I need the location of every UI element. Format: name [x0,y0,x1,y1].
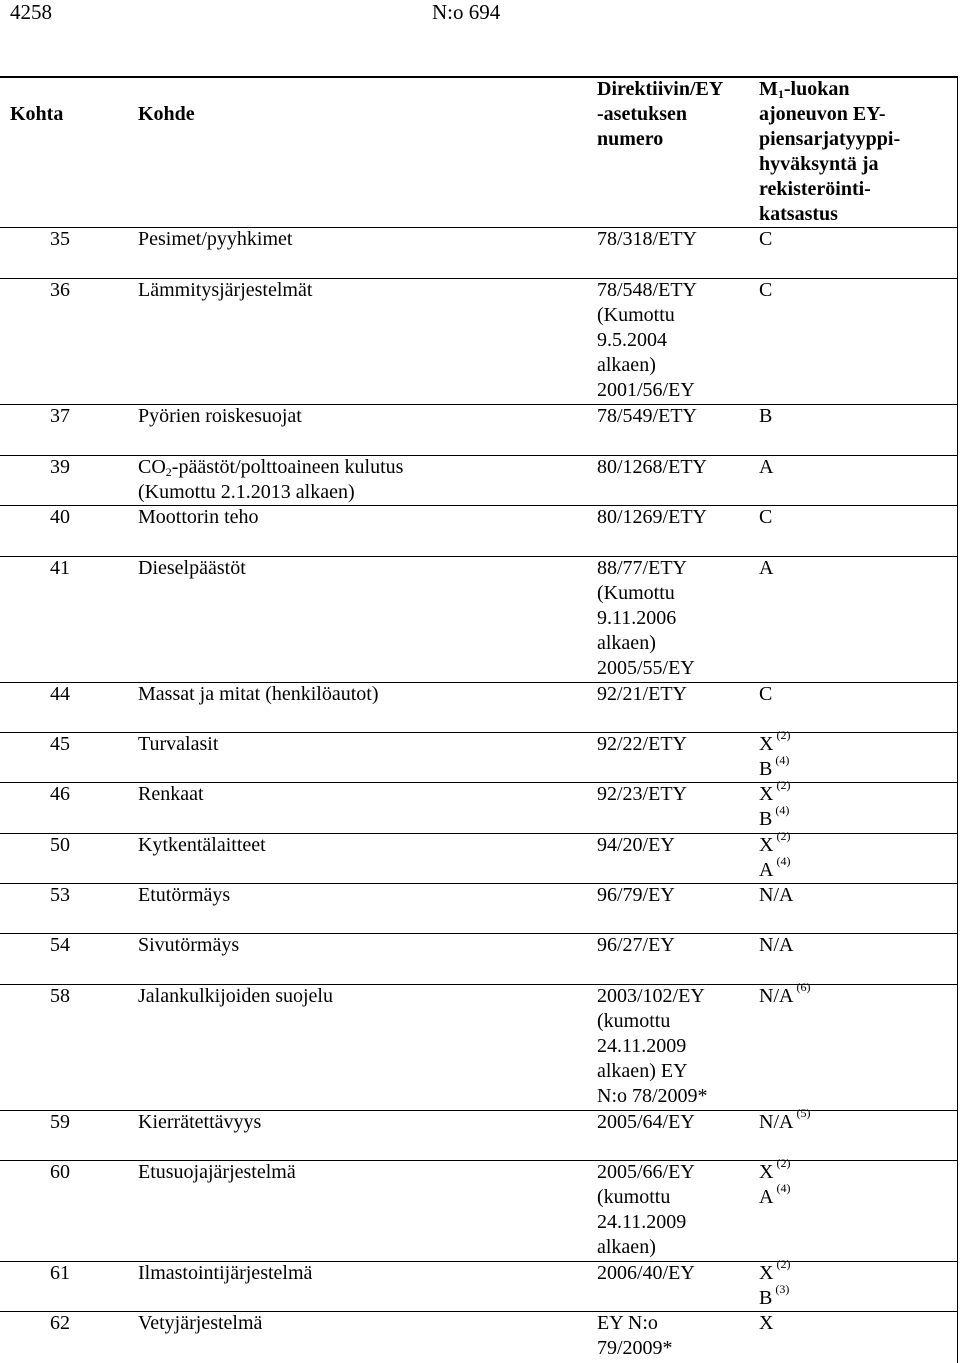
cell-luokka-line [759,455,773,480]
cell-kohde: Jalankulkijoiden suojelu [138,985,333,1007]
cell-kohde: Renkaat [138,783,204,805]
cell-numero-line: (kumottu [597,1010,671,1032]
cell-luokka-value: N/A [759,985,794,1007]
cell-kohde: Massat ja mitat (henkilöautot) [138,683,379,705]
header-luokka-text: -luokan [783,78,850,100]
cell-kohde: Pesimet/pyyhkimet [138,228,293,250]
cell-numero-line: 2005/64/EY [597,1111,695,1133]
cell-numero-line: 78/548/ETY [597,279,697,301]
header-direktiivi-line: numero [597,128,664,150]
cell-numero-line: 88/77/ETY [597,557,687,579]
cell-kohta: 36 [50,279,70,301]
cell-luokka [759,1156,791,1210]
vehicle-approval-table [0,76,958,1363]
cell-luokka-footnote: (4) [772,803,790,818]
cell-luokka-line [759,854,791,883]
page-number: 4258 [10,0,52,24]
cell-numero-line: N:o 78/2009* [597,1085,708,1107]
cell-numero-line: 2005/66/EY [597,1161,695,1183]
cell-kohde: Lämmitysjärjestelmät [138,279,313,301]
header-direktiivi-line: -asetuksen [597,103,688,125]
cell-kohde-text: CO [138,456,166,478]
cell-luokka-footnote: (2) [773,728,791,743]
cell-luokka-footnote: (5) [793,1106,811,1121]
cell-numero-line: (Kumottu [597,582,675,604]
cell-luokka-value: N/A [759,884,794,906]
cell-numero-line: alkaen) EY [597,1060,688,1082]
cell-numero [597,682,687,707]
header-luokka-line: hyväksyntä ja [759,153,879,175]
cell-kohde: Kytkentälaitteet [138,834,266,856]
cell-luokka-value: X [759,1312,774,1334]
cell-kohde: Ilmastointijärjestelmä [138,1262,313,1284]
header-luokka-line: rekisteröinti- [759,178,871,200]
cell-kohde: Kierrätettävyys [138,1111,262,1133]
cell-kohta: 40 [50,506,70,528]
cell-luokka-line [759,1106,811,1135]
cell-kohta: 60 [50,1161,70,1183]
cell-luokka [759,455,773,480]
cell-luokka-line [759,980,811,1009]
cell-luokka-value: C [759,506,773,528]
cell-luokka-value: A [759,859,774,881]
cell-luokka-line [759,505,772,530]
cell-luokka [759,1311,773,1336]
cell-kohta: 59 [50,1111,70,1133]
cell-kohde: Vetyjärjestelmä [138,1312,263,1334]
cell-numero [597,782,687,807]
cell-numero [597,984,708,1109]
cell-kohde [138,455,403,505]
cell-luokka-footnote: (2) [773,778,791,793]
cell-luokka [759,1257,791,1311]
cell-luokka-line [759,404,772,429]
cell-luokka-footnote: (2) [773,829,791,844]
cell-luokka-footnote: (4) [773,854,791,869]
cell-kohta: 58 [50,985,70,1007]
cell-kohde: Etutörmäys [138,884,231,906]
cell-numero-line: 96/27/EY [597,934,675,956]
cell-numero-line: 78/318/ETY [597,228,697,250]
cell-numero-line: alkaen) [597,632,656,654]
cell-numero-line: 24.11.2009 [597,1035,687,1057]
cell-luokka-value: C [759,279,773,301]
cell-luokka [759,505,772,530]
cell-numero [597,933,675,958]
cell-kohta: 53 [50,884,70,906]
cell-numero [597,1261,695,1286]
cell-luokka-footnote: (2) [773,1257,791,1272]
header-luokka-line: katsastus [759,203,838,225]
cell-numero-line: 92/22/ETY [597,733,687,755]
cell-luokka-value: A [759,557,774,579]
cell-kohde-line [138,455,403,480]
cell-luokka [759,404,772,429]
issue-number: N:o 694 [432,0,501,24]
cell-kohde: Turvalasit [138,733,219,755]
cell-numero-line: 96/79/EY [597,884,675,906]
cell-kohta: 37 [50,405,70,427]
cell-luokka [759,556,773,581]
cell-kohta: 41 [50,557,70,579]
cell-kohta: 44 [50,683,70,705]
cell-numero-line: (kumottu [597,1186,671,1208]
cell-luokka-value: X [759,733,774,755]
cell-numero [597,1311,673,1361]
cell-luokka-line [759,556,773,581]
cell-luokka-value: B [759,758,773,780]
cell-numero [597,732,687,757]
cell-luokka [759,933,793,958]
cell-luokka-line [759,682,772,707]
cell-numero-line: alkaen) [597,1236,656,1258]
cell-luokka-line [759,227,772,252]
cell-luokka-value: A [759,456,774,478]
cell-numero [597,1110,695,1135]
cell-numero [597,455,707,480]
cell-numero [597,227,697,252]
cell-kohde: Etusuojajärjestelmä [138,1161,296,1183]
cell-kohde: Sivutörmäys [138,934,240,956]
cell-kohta: 35 [50,228,70,250]
cell-numero-line: 92/21/ETY [597,683,687,705]
cell-kohta: 62 [50,1312,70,1334]
cell-numero [597,404,697,429]
cell-luokka-value: B [759,1287,773,1309]
cell-numero-line: 78/549/ETY [597,405,697,427]
cell-numero-line: 79/2009* [597,1337,673,1359]
cell-numero [597,278,697,403]
cell-numero-line: 92/23/ETY [597,783,687,805]
cell-numero-line: 80/1269/ETY [597,506,707,528]
cell-luokka [759,778,791,832]
cell-numero [597,505,707,530]
cell-luokka [759,728,791,782]
cell-numero [597,1160,695,1260]
cell-luokka-value: C [759,683,773,705]
cell-luokka-footnote: (4) [773,1181,791,1196]
cell-numero-line: 94/20/EY [597,834,675,856]
cell-luokka [759,278,772,303]
cell-luokka [759,227,772,252]
cell-luokka-line [759,278,772,303]
header-luokka-prefix: M [759,78,778,100]
cell-luokka [759,1106,811,1135]
cell-luokka-footnote: (6) [793,980,811,995]
cell-luokka-value: N/A [759,1111,794,1133]
cell-numero-line: 80/1268/ETY [597,456,707,478]
cell-kohde-text: -päästöt/polttoaineen kulutus [171,456,404,478]
cell-luokka-line [759,1181,791,1210]
cell-kohta: 45 [50,733,70,755]
cell-luokka-value: X [759,1161,774,1183]
cell-kohde: Pyörien roiskesuojat [138,405,302,427]
cell-kohde-subscript: 2 [165,465,172,479]
cell-luokka-value: C [759,228,773,250]
cell-kohde: Dieselpäästöt [138,557,246,579]
cell-numero [597,883,675,908]
cell-numero-line: 2006/40/EY [597,1262,695,1284]
cell-numero-line: 9.11.2006 [597,607,677,629]
cell-luokka-footnote: (2) [773,1156,791,1171]
cell-luokka-value: X [759,783,774,805]
cell-luokka [759,980,811,1009]
cell-kohde-line: (Kumottu 2.1.2013 alkaen) [138,481,355,503]
cell-numero-line: EY N:o [597,1312,658,1334]
cell-luokka [759,682,772,707]
cell-luokka-value: X [759,1262,774,1284]
cell-numero-line: alkaen) [597,354,656,376]
header-kohde: Kohde [138,103,195,125]
cell-luokka [759,829,791,883]
cell-luokka-value: A [759,1186,774,1208]
cell-luokka-footnote: (4) [772,753,790,768]
cell-kohta: 54 [50,934,70,956]
cell-numero [597,556,695,681]
header-luokka-line [759,77,900,102]
header-luokka-subscript: 1 [777,87,784,101]
cell-luokka-line [759,933,793,958]
header-direktiivi-line: Direktiivin/EY [597,78,724,100]
cell-luokka-value: B [759,808,773,830]
cell-kohta: 46 [50,783,70,805]
header-kohta: Kohta [10,103,64,125]
cell-numero-line: 9.5.2004 [597,329,667,351]
cell-luokka-line [759,1311,773,1336]
cell-numero-line: (Kumottu [597,304,675,326]
header-luokka-line: piensarjatyyppi- [759,128,901,150]
cell-luokka-value: X [759,834,774,856]
cell-kohta: 61 [50,1262,70,1284]
cell-kohde: Moottorin teho [138,506,259,528]
cell-numero-line: 2003/102/EY [597,985,705,1007]
cell-luokka [759,883,793,908]
cell-luokka-value: B [759,405,773,427]
header-direktiivi [597,77,723,152]
header-luokka [759,77,900,227]
cell-luokka-line [759,883,793,908]
cell-kohta: 39 [50,456,70,478]
cell-kohta: 50 [50,834,70,856]
cell-numero [597,833,675,858]
cell-luokka-footnote: (3) [772,1282,790,1297]
cell-luokka-value: N/A [759,934,794,956]
cell-luokka-line [759,1282,790,1311]
cell-numero-line: 2005/55/EY [597,657,695,679]
header-luokka-line: ajoneuvon EY- [759,103,886,125]
cell-numero-line: 24.11.2009 [597,1211,687,1233]
cell-numero-line: 2001/56/EY [597,379,695,401]
